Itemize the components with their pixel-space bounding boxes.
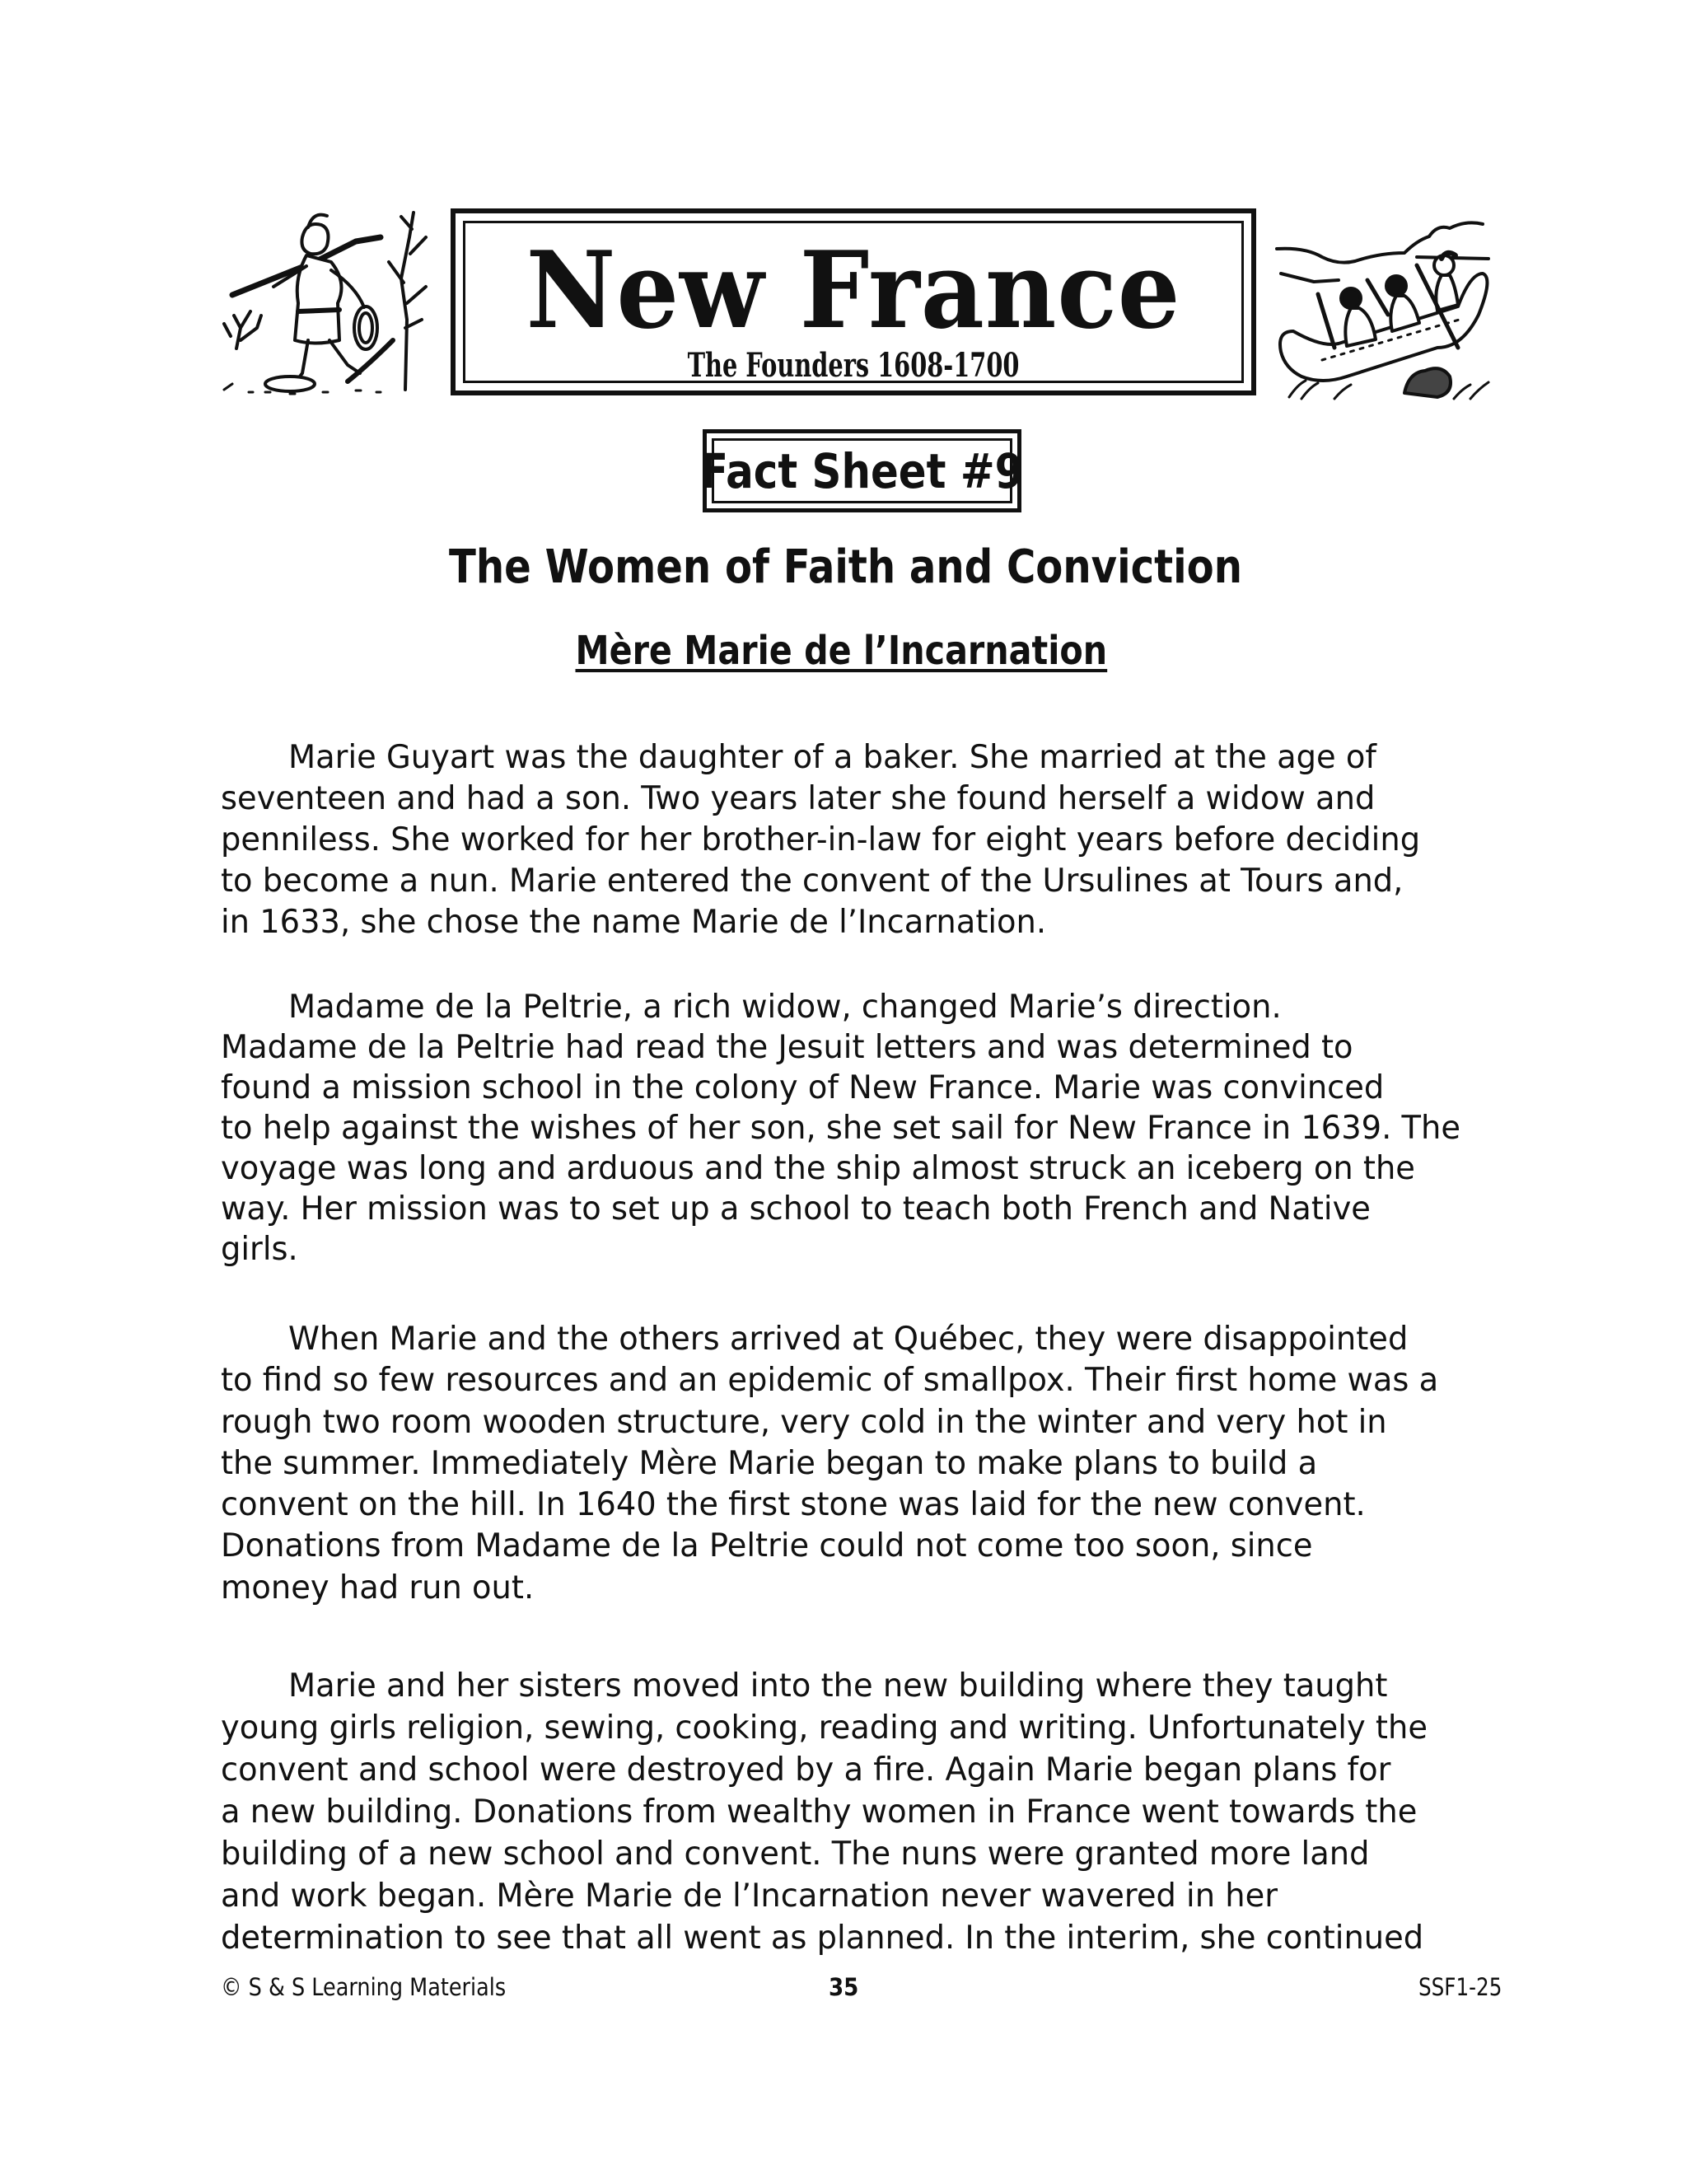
canoe-paddlers-illustration <box>1273 208 1495 402</box>
paragraph-1-line: to become a nun. Marie entered the convent of the Ursulines at Tours and, <box>221 863 1404 900</box>
snowshoe-trapper-illustration <box>216 204 437 395</box>
subject-title-text: Mère Marie de l’Incarnation <box>575 628 1108 674</box>
paragraph-3-line: convent on the hill. In 1640 the first stone was laid for the new convent. <box>221 1486 1366 1523</box>
paragraph-2-line: girls. <box>221 1231 298 1268</box>
paragraph-4-line: building of a new school and convent. The nuns were granted more land <box>221 1836 1370 1873</box>
paragraph-2-line: voyage was long and arduous and the ship almost struck an iceberg on the <box>221 1150 1415 1187</box>
section-title: The Women of Faith and Conviction <box>449 540 1243 594</box>
paragraph-3-line: to find so few resources and an epidemic of smallpox. Their first home was a <box>221 1362 1439 1399</box>
document-title: New France <box>526 229 1181 353</box>
paragraph-1-line: Marie Guyart was the daughter of a baker. She married at the age of <box>288 739 1376 776</box>
subject-title <box>116 628 1567 674</box>
document-subtitle: The Founders 1608-1700 <box>687 346 1020 385</box>
paragraph-2-line: to help against the wishes of her son, she set sail for New France in 1639. The <box>221 1110 1460 1147</box>
paragraph-4-line: Marie and her sisters moved into the new building where they taught <box>288 1667 1388 1705</box>
paragraph-2-line: way. Her mission was to set up a school to teach both French and Native <box>221 1190 1371 1228</box>
paragraph-4-line: convent and school were destroyed by a fire. Again Marie began plans for <box>221 1751 1391 1789</box>
paragraph-3-line: When Marie and the others arrived at Québec, they were disappointed <box>288 1321 1409 1358</box>
paragraph-2-line: found a mission school in the colony of New France. Marie was convinced <box>221 1069 1385 1106</box>
fact-sheet-badge <box>700 429 1024 512</box>
paragraph-3-line: money had run out. <box>221 1569 535 1606</box>
paragraph-4-line: a new building. Donations from wealthy women in France went towards the <box>221 1793 1418 1831</box>
footer-product-code: SSF1-25 <box>1418 1973 1502 2001</box>
paragraph-3-line: the summer. Immediately Mère Marie began to make plans to build a <box>221 1445 1318 1482</box>
paragraph-4-line: determination to see that all went as planned. In the interim, she continued <box>221 1920 1424 1957</box>
paragraph-4-line: young girls religion, sewing, cooking, reading and writing. Unfortunately the <box>221 1709 1428 1747</box>
fact-sheet-badge-inner-border <box>700 438 1024 503</box>
paragraph-3-line: rough two room wooden structure, very cold in the winter and very hot in <box>221 1404 1387 1441</box>
paragraph-1-line: in 1633, she chose the name Marie de l’Incarnation. <box>221 904 1047 941</box>
footer-copyright: © S & S Learning Materials <box>221 1973 507 2001</box>
paragraph-4-line: and work began. Mère Marie de l’Incarnation never wavered in her <box>221 1878 1278 1915</box>
paragraph-2-line: Madame de la Peltrie, a rich widow, changed Marie’s direction. <box>288 989 1282 1026</box>
header-banner-inner-border <box>463 221 1244 383</box>
paragraph-2-line: Madame de la Peltrie had read the Jesuit letters and was determined to <box>221 1029 1353 1066</box>
footer-page-number: 35 <box>829 1973 859 2001</box>
paragraph-3-line: Donations from Madame de la Peltrie could not come too soon, since <box>221 1527 1313 1564</box>
paragraph-1-line: seventeen and had a son. Two years later she found herself a widow and <box>221 780 1376 817</box>
header-banner <box>451 208 1256 395</box>
paragraph-1-line: penniless. She worked for her brother-in-law for eight years before deciding <box>221 821 1421 858</box>
fact-sheet-label: Fact Sheet #9 <box>700 442 1024 499</box>
